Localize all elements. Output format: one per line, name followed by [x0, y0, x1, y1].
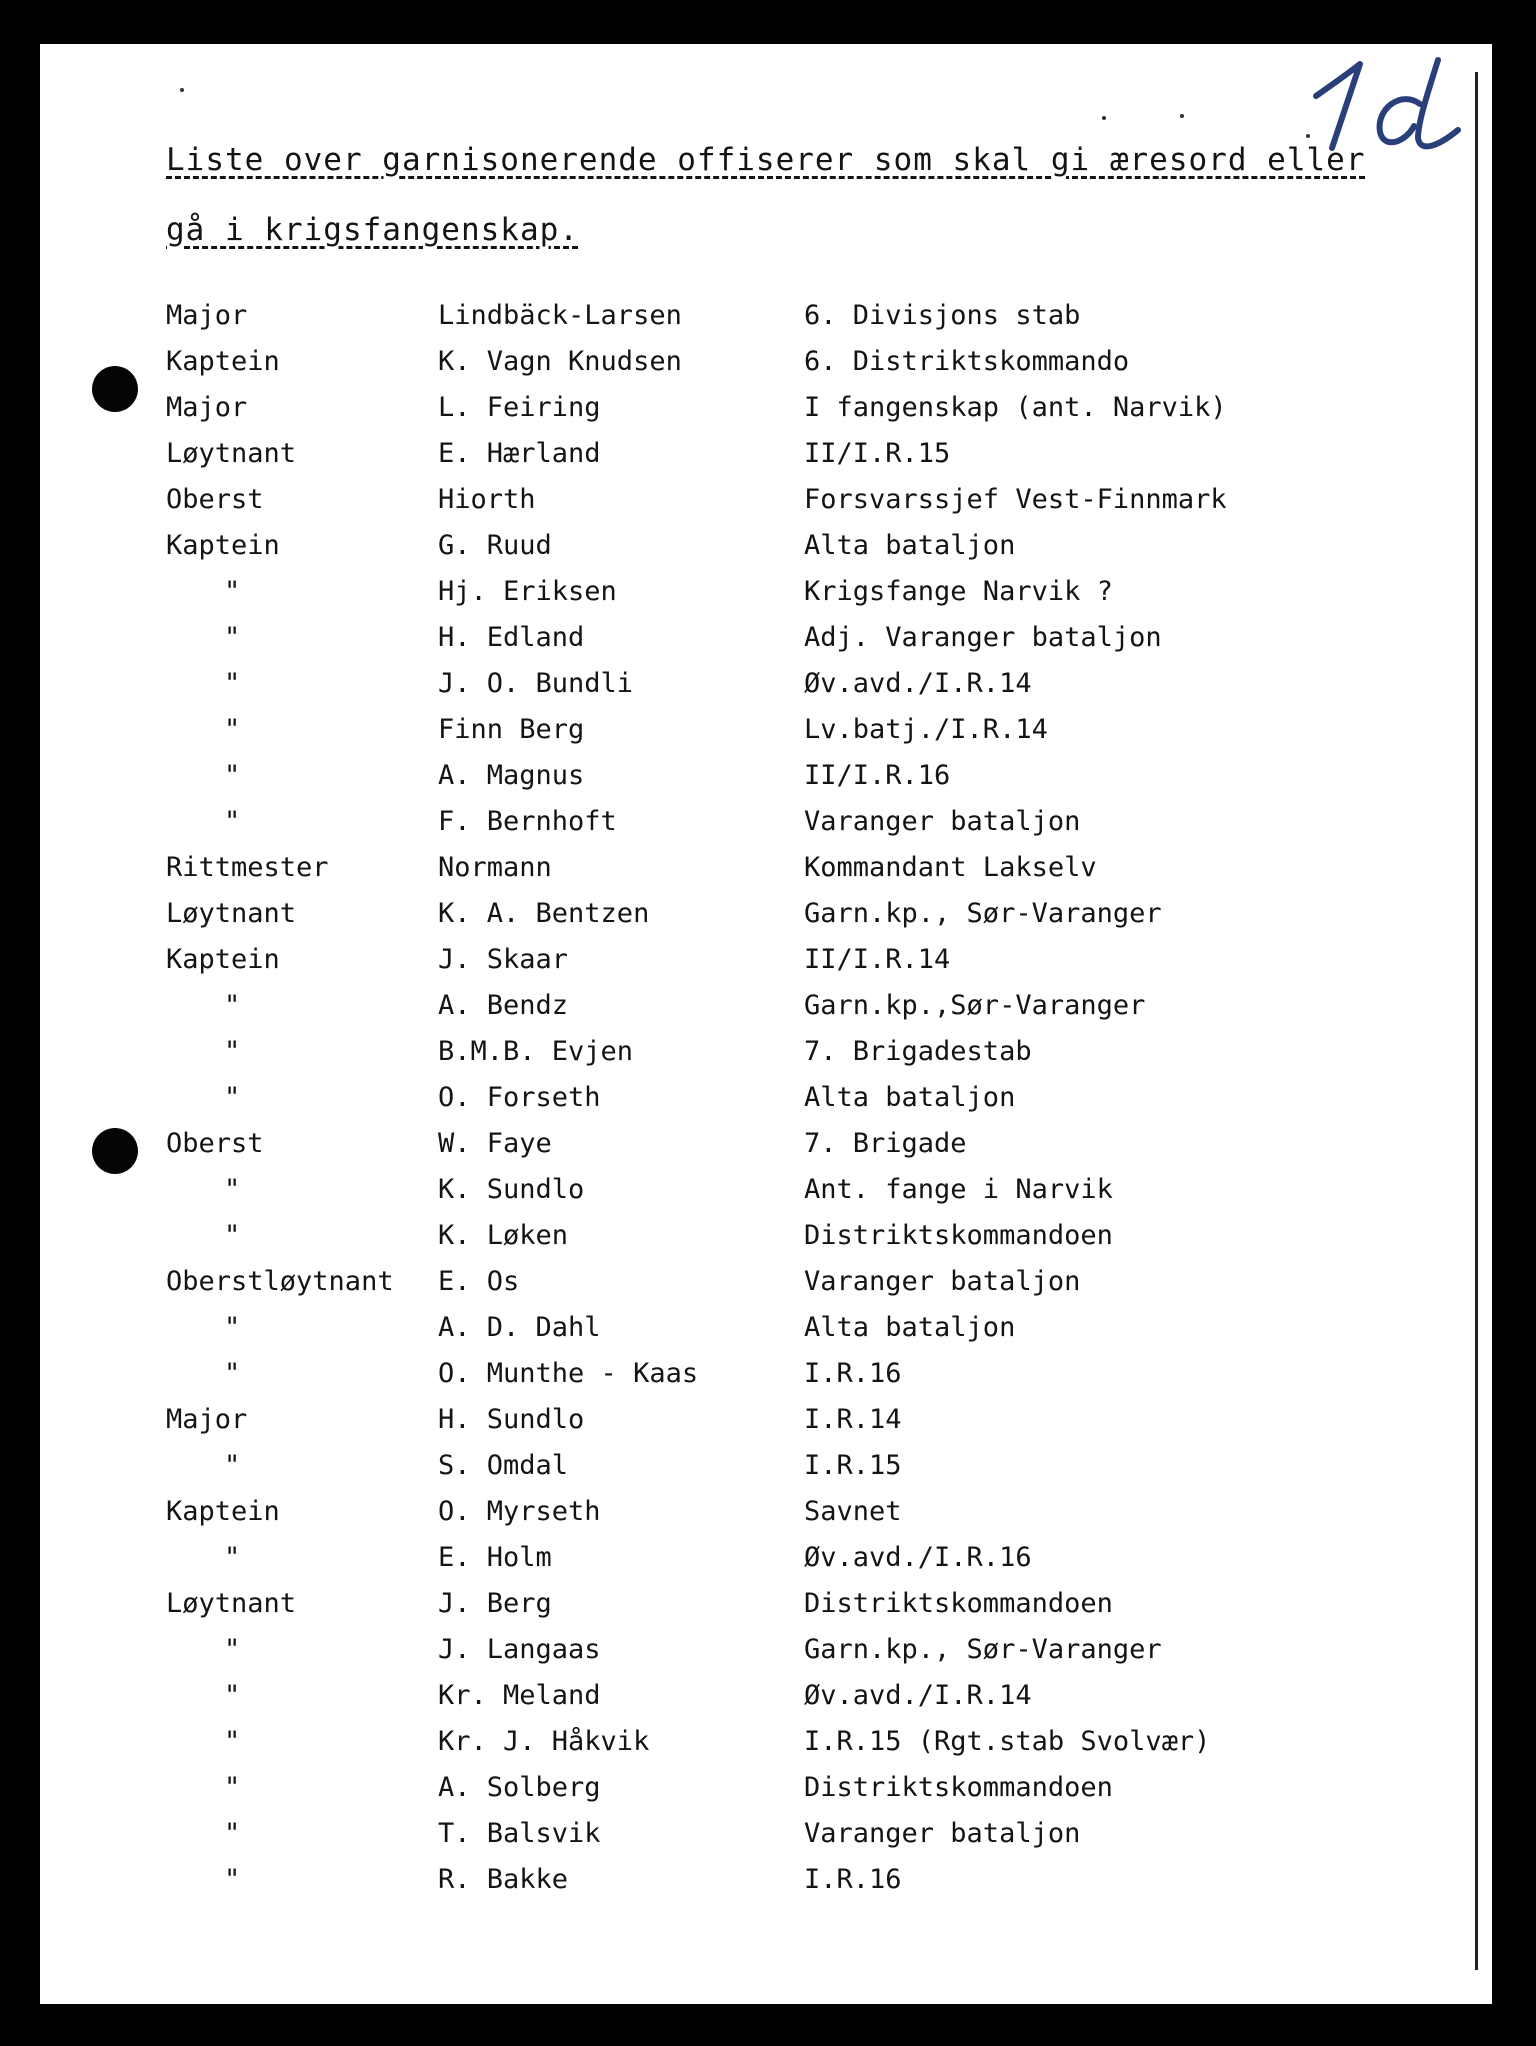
rank-label: Løytnant: [166, 898, 297, 929]
speck-mark: [1180, 114, 1184, 118]
officer-name: K. Løken: [438, 1220, 569, 1251]
list-item: [40, 1864, 1492, 1910]
rank-label: Oberst: [166, 484, 264, 515]
officer-name: A. Magnus: [438, 760, 585, 791]
ditto-mark: ": [224, 1358, 241, 1389]
officer-name: O. Munthe - Kaas: [438, 1358, 699, 1389]
list-item: [40, 898, 1492, 944]
officer-name: G. Ruud: [438, 530, 552, 561]
ditto-mark: ": [224, 990, 241, 1021]
officer-name: E. Hærland: [438, 438, 601, 469]
officer-name: L. Feiring: [438, 392, 601, 423]
officer-name: W. Faye: [438, 1128, 552, 1159]
list-item: [40, 438, 1492, 484]
page-title-continued: gå i krigsfangenskap.: [166, 212, 579, 248]
officer-name: J. Skaar: [438, 944, 569, 975]
ditto-mark: ": [224, 1542, 241, 1573]
unit-label: 6. Divisjons stab: [804, 300, 1081, 331]
page-title: Liste over garnisonerende offiserer som skal gi æresord eller: [166, 142, 1366, 178]
list-item: [40, 668, 1492, 714]
rank-label: Rittmester: [166, 852, 329, 883]
list-item: [40, 806, 1492, 852]
unit-label: I.R.15 (Rgt.stab Svolvær): [804, 1726, 1211, 1757]
rank-label: Kaptein: [166, 1496, 280, 1527]
list-item: [40, 944, 1492, 990]
unit-label: Lv.batj./I.R.14: [804, 714, 1048, 745]
list-item: [40, 714, 1492, 760]
unit-label: 7. Brigade: [804, 1128, 967, 1159]
list-item: [40, 1082, 1492, 1128]
officer-name: J. Berg: [438, 1588, 552, 1619]
ditto-mark: ": [224, 1082, 241, 1113]
speck-mark: [1102, 116, 1106, 120]
ditto-mark: ": [224, 1220, 241, 1251]
ditto-mark: ": [224, 1864, 241, 1895]
rank-label: Kaptein: [166, 530, 280, 561]
list-item: [40, 1404, 1492, 1450]
unit-label: I.R.15: [804, 1450, 902, 1481]
unit-label: Varanger bataljon: [804, 806, 1081, 837]
ditto-mark: ": [224, 668, 241, 699]
list-item: [40, 760, 1492, 806]
list-item: [40, 1450, 1492, 1496]
ditto-mark: ": [224, 760, 241, 791]
officer-name: A. Solberg: [438, 1772, 601, 1803]
officer-name: Hiorth: [438, 484, 536, 515]
ditto-mark: ": [224, 714, 241, 745]
list-item: [40, 1220, 1492, 1266]
list-item: [40, 1496, 1492, 1542]
list-item: [40, 852, 1492, 898]
unit-label: II/I.R.15: [804, 438, 951, 469]
ditto-mark: ": [224, 1634, 241, 1665]
unit-label: Alta bataljon: [804, 530, 1016, 561]
list-item: [40, 1036, 1492, 1082]
list-item: [40, 1588, 1492, 1634]
ditto-mark: ": [224, 1174, 241, 1205]
officer-name: H. Sundlo: [438, 1404, 585, 1435]
officer-name: F. Bernhoft: [438, 806, 617, 837]
unit-label: Øv.avd./I.R.14: [804, 668, 1032, 699]
ditto-mark: ": [224, 1680, 241, 1711]
officer-name: T. Balsvik: [438, 1818, 601, 1849]
ditto-mark: ": [224, 1726, 241, 1757]
rank-label: Major: [166, 392, 248, 423]
list-item: [40, 1726, 1492, 1772]
officer-name: Hj. Eriksen: [438, 576, 617, 607]
officer-name: E. Os: [438, 1266, 520, 1297]
unit-label: Garn.kp.,Sør-Varanger: [804, 990, 1146, 1021]
unit-label: I.R.16: [804, 1358, 902, 1389]
unit-label: Distriktskommandoen: [804, 1220, 1113, 1251]
list-item: [40, 1542, 1492, 1588]
unit-label: Garn.kp., Sør-Varanger: [804, 898, 1162, 929]
unit-label: II/I.R.14: [804, 944, 951, 975]
list-item: [40, 1772, 1492, 1818]
list-item: [40, 300, 1492, 346]
rank-label: Oberst: [166, 1128, 264, 1159]
list-item: [40, 484, 1492, 530]
rank-label: Kaptein: [166, 944, 280, 975]
unit-label: II/I.R.16: [804, 760, 951, 791]
list-item: [40, 1634, 1492, 1680]
unit-label: Forsvarssjef Vest-Finnmark: [804, 484, 1227, 515]
unit-label: Varanger bataljon: [804, 1818, 1081, 1849]
unit-label: Garn.kp., Sør-Varanger: [804, 1634, 1162, 1665]
list-item: [40, 1128, 1492, 1174]
unit-label: I.R.14: [804, 1404, 902, 1435]
officer-name: O. Forseth: [438, 1082, 601, 1113]
list-item: [40, 346, 1492, 392]
unit-label: Alta bataljon: [804, 1082, 1016, 1113]
unit-label: I.R.16: [804, 1864, 902, 1895]
list-item: [40, 392, 1492, 438]
unit-label: Distriktskommandoen: [804, 1588, 1113, 1619]
officer-name: S. Omdal: [438, 1450, 569, 1481]
rank-label: Kaptein: [166, 346, 280, 377]
ditto-mark: ": [224, 806, 241, 837]
list-item: [40, 530, 1492, 576]
officer-name: J. O. Bundli: [438, 668, 634, 699]
rank-label: Løytnant: [166, 438, 297, 469]
unit-label: Alta bataljon: [804, 1312, 1016, 1343]
officer-name: Kr. J. Håkvik: [438, 1726, 650, 1757]
officer-name: A. Bendz: [438, 990, 569, 1021]
unit-label: I fangenskap (ant. Narvik): [804, 392, 1227, 423]
unit-label: Krigsfange Narvik ?: [804, 576, 1113, 607]
list-item: [40, 990, 1492, 1036]
unit-label: Adj. Varanger bataljon: [804, 622, 1162, 653]
rank-label: Oberstløytnant: [166, 1266, 394, 1297]
speck-mark: [180, 88, 184, 92]
officer-name: H. Edland: [438, 622, 585, 653]
ditto-mark: ": [224, 1818, 241, 1849]
officer-list: [40, 300, 1492, 1910]
unit-label: Ant. fange i Narvik: [804, 1174, 1113, 1205]
unit-label: Øv.avd./I.R.16: [804, 1542, 1032, 1573]
list-item: [40, 1680, 1492, 1726]
ditto-mark: ": [224, 622, 241, 653]
officer-name: Normann: [438, 852, 552, 883]
officer-name: O. Myrseth: [438, 1496, 601, 1527]
officer-name: K. Sundlo: [438, 1174, 585, 1205]
officer-name: A. D. Dahl: [438, 1312, 601, 1343]
officer-name: B.M.B. Evjen: [438, 1036, 634, 1067]
officer-name: J. Langaas: [438, 1634, 601, 1665]
rank-label: Major: [166, 300, 248, 331]
ditto-mark: ": [224, 1772, 241, 1803]
officer-name: R. Bakke: [438, 1864, 569, 1895]
list-item: [40, 1818, 1492, 1864]
ditto-mark: ": [224, 576, 241, 607]
list-item: [40, 622, 1492, 668]
unit-label: 7. Brigadestab: [804, 1036, 1032, 1067]
unit-label: Distriktskommandoen: [804, 1772, 1113, 1803]
list-item: [40, 576, 1492, 622]
officer-name: Lindbäck-Larsen: [438, 300, 682, 331]
unit-label: 6. Distriktskommando: [804, 346, 1130, 377]
unit-label: Savnet: [804, 1496, 902, 1527]
list-item: [40, 1174, 1492, 1220]
officer-name: E. Holm: [438, 1542, 552, 1573]
officer-name: Kr. Meland: [438, 1680, 601, 1711]
list-item: [40, 1358, 1492, 1404]
unit-label: Kommandant Lakselv: [804, 852, 1097, 883]
rank-label: Major: [166, 1404, 248, 1435]
unit-label: Øv.avd./I.R.14: [804, 1680, 1032, 1711]
unit-label: Varanger bataljon: [804, 1266, 1081, 1297]
ditto-mark: ": [224, 1312, 241, 1343]
list-item: [40, 1312, 1492, 1358]
ditto-mark: ": [224, 1036, 241, 1067]
officer-name: Finn Berg: [438, 714, 585, 745]
rank-label: Løytnant: [166, 1588, 297, 1619]
officer-name: K. A. Bentzen: [438, 898, 650, 929]
document-page: [40, 44, 1492, 2004]
ditto-mark: ": [224, 1450, 241, 1481]
officer-name: K. Vagn Knudsen: [438, 346, 682, 377]
list-item: [40, 1266, 1492, 1312]
